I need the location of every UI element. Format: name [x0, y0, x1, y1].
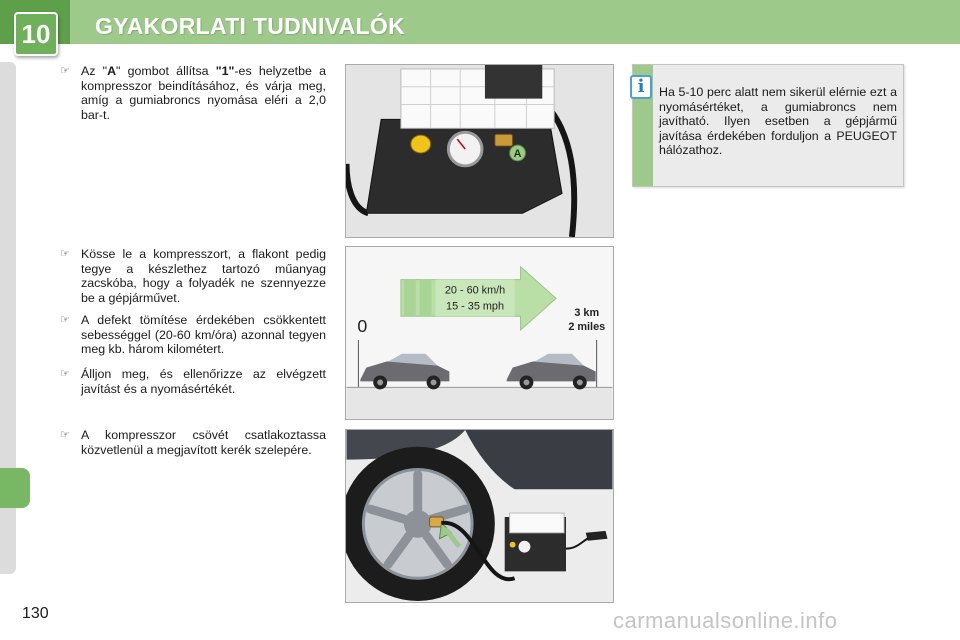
- info-box: [632, 64, 904, 187]
- tyre-inflation-illustration: [345, 429, 614, 603]
- instruction-text: Az "A" gombot állítsa "1"-es helyzetbe a kompresszor beindításához, és várja meg, amíg a gumiabroncs nyomása eléri a 2,0 bar-t.: [81, 64, 326, 122]
- instruction-item-3: [60, 313, 326, 357]
- instruction-text: A defekt tömítése érdekében csökkentett sebességgel (20-60 km/óra) azonnal tegyen meg kb. három kilométert.: [81, 313, 326, 357]
- pointing-hand-icon: ☞: [60, 368, 70, 380]
- instruction-item-4: [60, 367, 326, 396]
- instruction-item-5: [60, 428, 326, 457]
- instruction-item-1: [60, 64, 326, 122]
- pointing-hand-icon: ☞: [60, 429, 70, 441]
- page-title: GYAKORLATI TUDNIVALÓK: [95, 13, 405, 39]
- pointing-hand-icon: ☞: [60, 248, 70, 260]
- compressor-drawing: [346, 65, 613, 237]
- chapter-edge-tab: [0, 468, 30, 508]
- info-box-text: Ha 5-10 perc alatt nem sikerül elérnie ezt a nyomásértéket, a gumiabroncs nem javítható. Ilyen esetben a gépjármű javítása érdekében forduljon a PEUGEOT hálózathoz.: [659, 85, 897, 158]
- instruction-text: Kösse le a kompresszort, a flakont pedig tegye a készlethez tartozó műanyag zacskóba, hogy a folyadék ne szennyezze be a gépjárművet.: [81, 247, 326, 305]
- callout-a-label: A: [513, 147, 522, 160]
- watermark: carmanualsonline.info: [613, 608, 838, 633]
- distance-km-label: 3 km: [574, 307, 600, 320]
- button-label-a: A: [107, 64, 117, 78]
- instruction-text: Álljon meg, és ellenőrizze az elvégzett javítást és a nyomásértékét.: [81, 367, 326, 396]
- distance-miles-label: 2 miles: [568, 321, 606, 334]
- drive-distance-drawing: [346, 247, 613, 419]
- speed-kmh-label: 20 - 60 km/h: [444, 284, 506, 297]
- compressor-illustration: [345, 64, 614, 238]
- info-icon: i: [630, 75, 652, 99]
- page-number: 130: [22, 605, 49, 622]
- position-label-1: "1": [215, 64, 235, 78]
- start-distance-label: 0: [357, 316, 368, 337]
- pointing-hand-icon: ☞: [60, 314, 70, 326]
- instruction-text: A kompresszor csövét csatlakoztassa közvetlenül a megjavított kerék szelepére.: [81, 428, 326, 457]
- drive-distance-illustration: [345, 246, 614, 420]
- chapter-badge: 10: [14, 12, 58, 56]
- speed-mph-label: 15 - 35 mph: [446, 300, 505, 313]
- tyre-inflation-drawing: [346, 430, 613, 602]
- pointing-hand-icon: ☞: [60, 65, 70, 77]
- instruction-item-2: [60, 247, 326, 305]
